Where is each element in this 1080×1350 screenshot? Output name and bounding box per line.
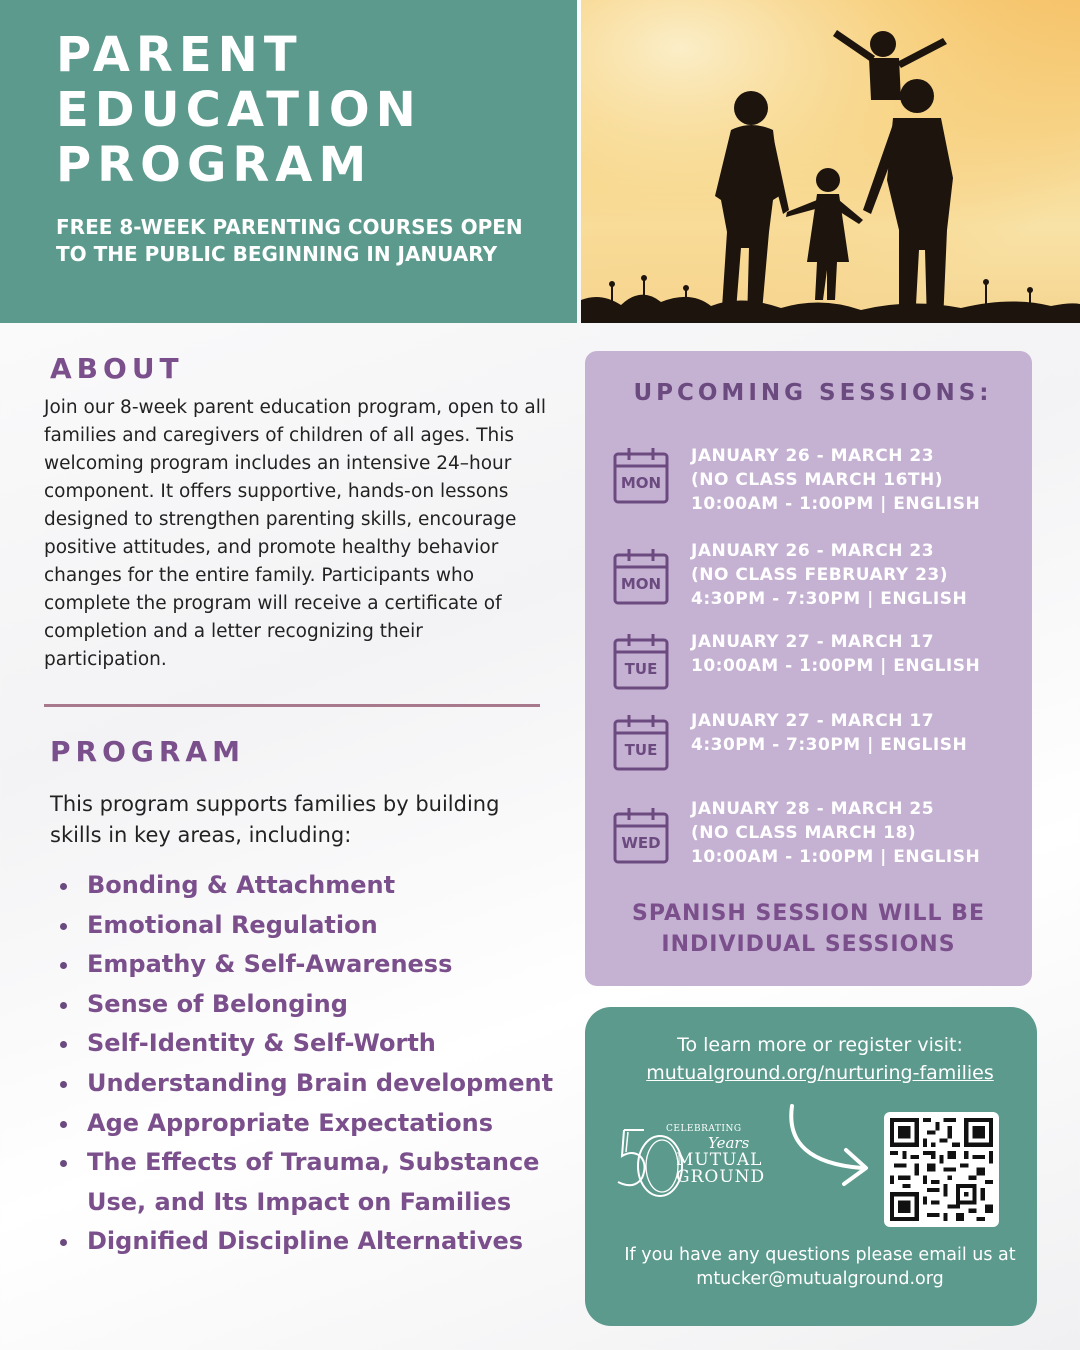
session-line: 4:30PM - 7:30PM | ENGLISH [691,735,968,755]
session-line: JANUARY 26 - MARCH 23 [691,541,935,561]
about-heading: ABOUT [50,352,184,385]
session-details [691,444,1021,516]
session-details [691,709,1021,757]
session-line: 10:00AM - 1:00PM | ENGLISH [691,847,981,867]
session-line: 4:30PM - 7:30PM | ENGLISH [691,589,968,609]
session-item [613,630,1013,706]
bullet-icon [60,1081,67,1088]
contact-questions [585,1243,1055,1291]
skill-item [60,1064,560,1104]
skill-item [60,866,560,906]
bullet-icon [60,1002,67,1009]
session-line: JANUARY 27 - MARCH 17 [691,711,935,731]
skill-label: Age Appropriate Expectations [87,1108,493,1137]
skill-label: Empathy & Self-Awareness [87,950,453,979]
logo-years: Years [708,1134,750,1152]
bullet-icon [60,1239,67,1246]
email-address[interactable]: mtucker@mutualground.org [696,1269,944,1289]
bullet-icon [60,923,67,930]
session-line: 10:00AM - 1:00PM | ENGLISH [691,656,981,676]
questions-line: If you have any questions please email us at [624,1245,1016,1265]
session-line: 10:00AM - 1:00PM | ENGLISH [691,494,981,514]
skills-list [60,866,560,1262]
logo-name-line: GROUND [676,1167,766,1187]
title-line: EDUCATION [56,82,422,138]
about-text: Join our 8-week parent education program, open to all families and caregivers of children of all ages. This welcoming program includes an intensive 24–hour component. It offers supportive, hands-on lessons designed to strengthen parenting skills, encourage positive attitudes, and promote healthy behavior changes for the entire family. Participants who complete the program will receive a certificate of completion and a letter recognizing their participation. [44,397,547,670]
skill-label: Sense of Belonging [87,989,348,1018]
session-details [691,630,1021,678]
note-line: SPANISH SESSION WILL BE [632,901,985,926]
family-silhouette-photo [581,0,1080,323]
sessions-title: UPCOMING SESSIONS: [633,380,993,406]
page-subtitle: FREE 8-WEEK PARENTING COURSES OPEN TO THE PUBLIC BEGINNING IN JANUARY [56,215,523,266]
session-day: MON [620,474,662,492]
skill-label: Dignified Discipline Alternatives [87,1227,524,1256]
skill-item [60,1104,560,1144]
skill-label: Emotional Regulation [87,910,378,939]
session-line: (NO CLASS MARCH 18) [691,823,917,843]
session-line: (NO CLASS FEBRUARY 23) [691,565,949,585]
bullet-icon [60,883,67,890]
register-link[interactable]: mutualground.org/nurturing-families [646,1062,994,1084]
logo-celebrating: CELEBRATING [666,1124,742,1134]
curved-arrow-icon [784,1102,876,1198]
learn-more-text: To learn more or register visit: [677,1034,963,1056]
mutual-ground-logo [614,1120,769,1202]
session-line: (NO CLASS MARCH 16TH) [691,470,944,490]
skill-item [60,1024,560,1064]
logo-name [676,1152,765,1186]
skill-item [60,945,560,985]
skill-label: Understanding Brain development [87,1068,554,1097]
session-item [613,711,1013,787]
session-item [613,541,1013,621]
note-line: INDIVIDUAL SESSIONS [661,932,956,957]
session-line: JANUARY 26 - MARCH 23 [691,446,935,466]
session-day: TUE [624,741,658,759]
qr-code-icon [890,1118,993,1221]
session-day: MON [620,575,662,593]
skill-item [60,1222,560,1262]
bullet-icon [60,1121,67,1128]
session-item [613,444,1013,520]
skill-label: The Effects of Trauma, Substance Use, and Its Impact on Families [87,1148,540,1216]
bullet-icon [60,962,67,969]
session-details [691,539,1021,611]
page-title [56,28,566,193]
program-intro: This program supports families by building skills in key areas, including: [50,792,500,847]
session-line: JANUARY 28 - MARCH 25 [691,799,935,819]
skill-label: Self-Identity & Self-Worth [87,1029,436,1058]
skill-label: Bonding & Attachment [87,871,396,899]
skill-item [60,985,560,1025]
section-divider [44,704,540,707]
skill-item [60,906,560,946]
skill-item [60,1143,560,1222]
session-details [691,797,1021,869]
program-heading: PROGRAM [50,735,245,768]
session-day: WED [621,834,661,852]
session-line: JANUARY 27 - MARCH 17 [691,632,935,652]
spanish-session-note [585,898,1032,960]
session-item [613,799,1013,880]
title-line: PARENT [56,27,303,83]
bullet-icon [60,1160,67,1167]
title-line: PROGRAM [56,137,373,193]
logo-name-line: MUTUAL [676,1150,763,1170]
session-day: TUE [624,660,658,678]
bullet-icon [60,1041,67,1048]
qr-code[interactable] [884,1112,999,1227]
